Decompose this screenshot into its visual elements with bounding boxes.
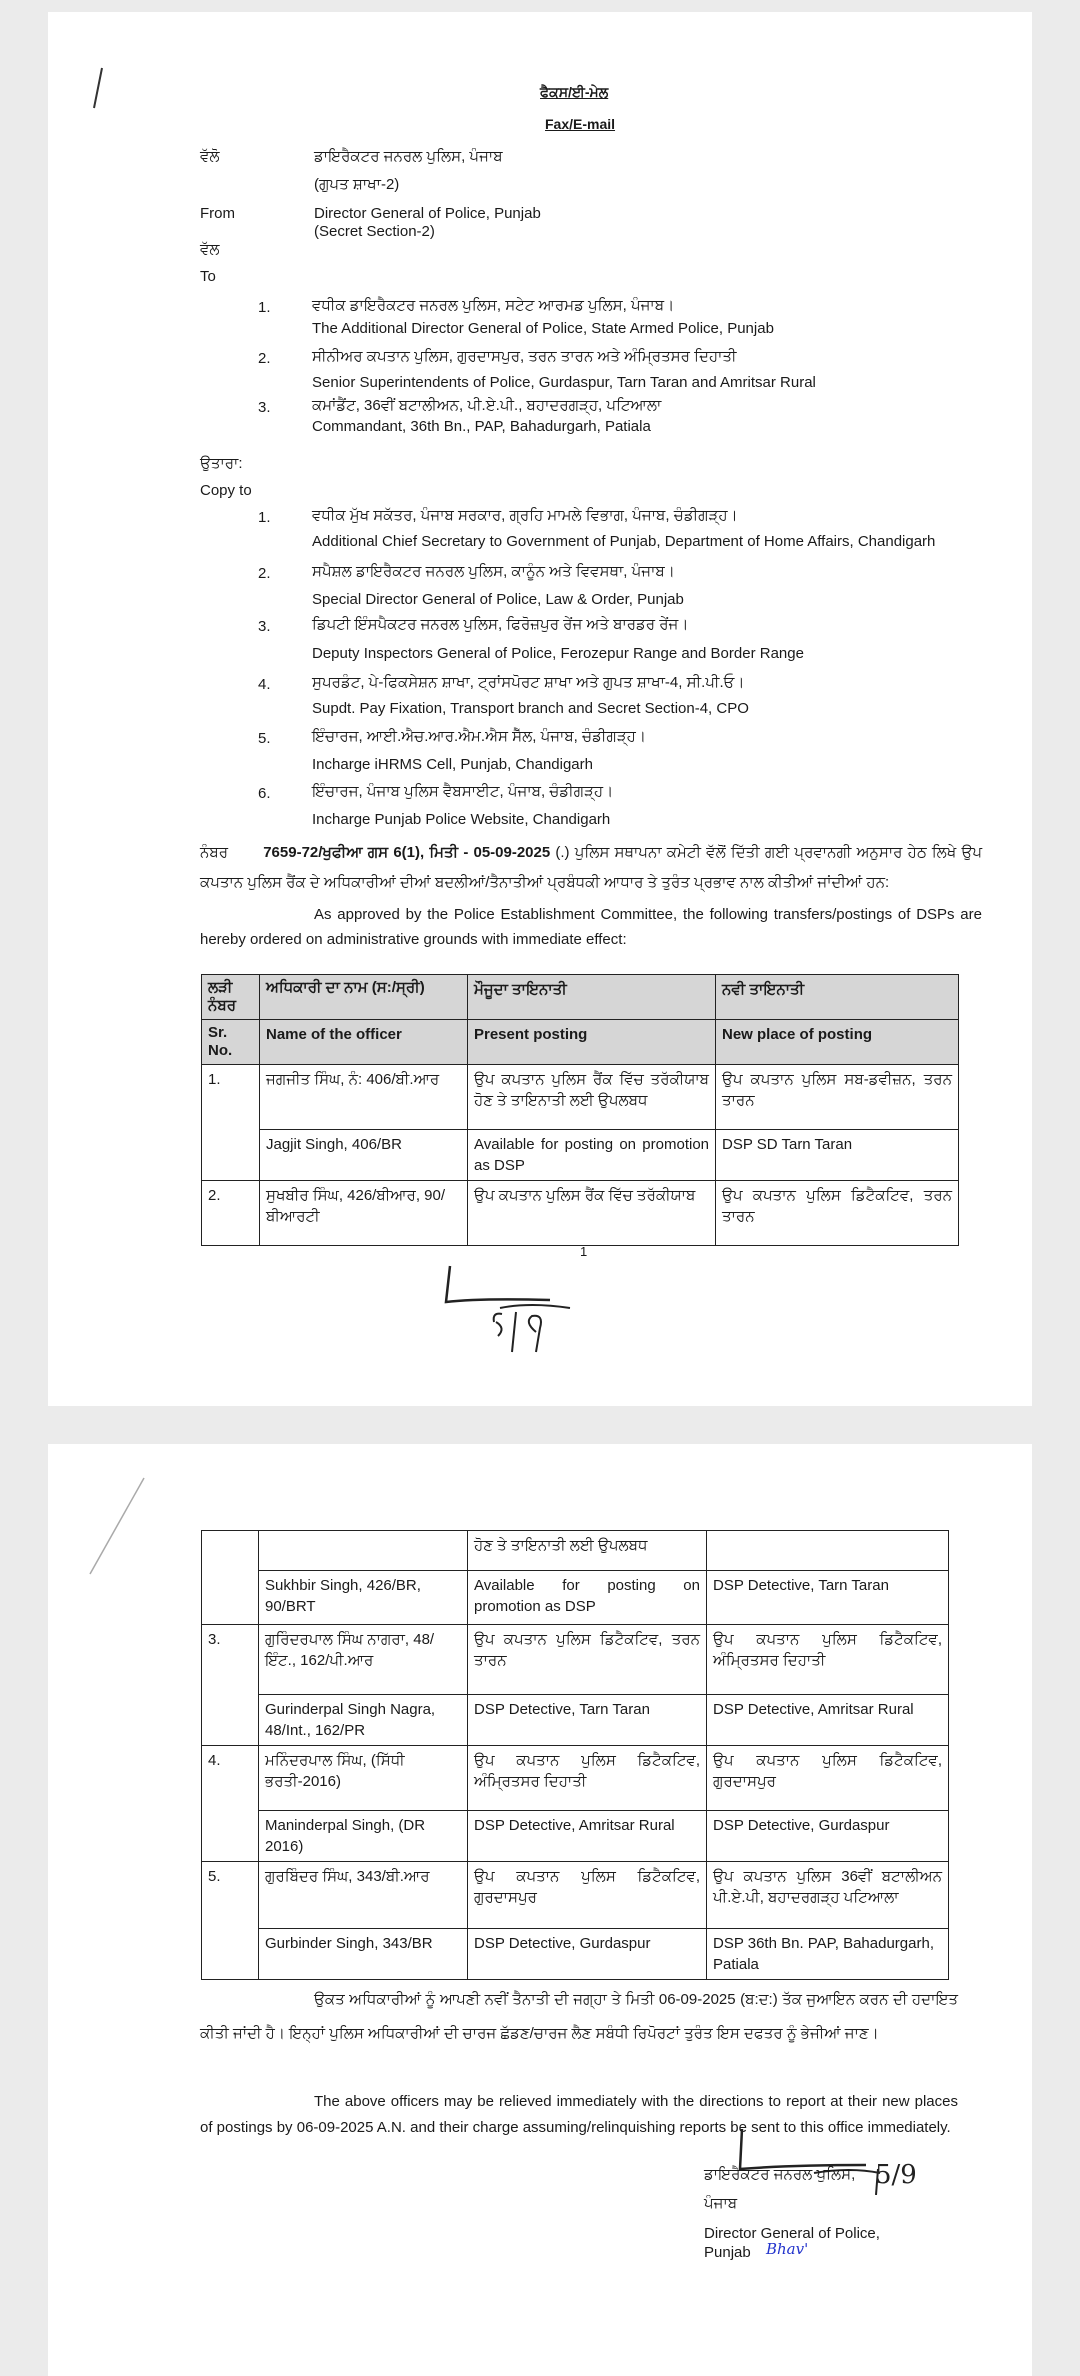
table-row	[202, 1571, 949, 1625]
copy-item-number: 2.	[258, 565, 271, 582]
copy-item-number: 4.	[258, 676, 271, 693]
row-present-pa: ਉਪ ਕਪਤਾਨ ਪੁਲਿਸ ਰੈਂਕ ਵਿੱਚ ਤਰੱਕੀਯਾਬ ਹੋਣ ਤੇ ਤਾਇਨਾਤੀ ਲਈ ਉਪਲਬਧ	[468, 1065, 716, 1130]
row-sr-cont	[202, 1531, 259, 1625]
header-present-pa: ਮੌਜੂਦਾ ਤਾਇਨਾਤੀ	[468, 975, 716, 1020]
signature-title-en-1: Director General of Police,	[704, 2225, 880, 2242]
table-row	[202, 1181, 959, 1246]
header-new-en: New place of posting	[716, 1020, 959, 1065]
table-row	[202, 1625, 949, 1695]
order-reference: 7659-72/ਖੁਫੀਆ ਗਸ 6(1), ਮਿਤੀ - 05-09-2025	[263, 844, 551, 861]
copy-item-number: 6.	[258, 785, 271, 802]
row-sr: 2.	[202, 1181, 260, 1246]
from-line1-pa: ਡਾਇਰੈਕਟਰ ਜਨਰਲ ਪੁਲਿਸ, ਪੰਜਾਬ	[314, 148, 503, 165]
table-row	[202, 1130, 959, 1181]
row-present-pa-cont: ਹੋਣ ਤੇ ਤਾਇਨਾਤੀ ਲਈ ਉਪਲਬਧ	[468, 1531, 707, 1571]
fax-title-en: Fax/E-mail	[545, 116, 616, 132]
copy-item-en: Incharge iHRMS Cell, Punjab, Chandigarh	[312, 756, 593, 773]
row-present-en: DSP Detective, Gurdaspur	[468, 1929, 707, 1980]
row-present-pa: ਉਪ ਕਪਤਾਨ ਪੁਲਿਸ ਰੈਂਕ ਵਿੱਚ ਤਰੱਕੀਯਾਬ	[468, 1181, 716, 1246]
page-number: 1	[580, 1244, 588, 1259]
from-line2-en: (Secret Section-2)	[314, 223, 435, 240]
from-line1-en: Director General of Police, Punjab	[314, 205, 541, 222]
table-row	[202, 1929, 949, 1980]
header-present-en: Present posting	[468, 1020, 716, 1065]
table-row	[202, 1065, 959, 1130]
header-sr-pa: ਲੜੀ ਨੰਬਰ	[202, 975, 260, 1020]
table-row	[202, 1746, 949, 1811]
handwritten-initials: Bhav'	[766, 2240, 809, 2258]
handwritten-date: 5/9	[875, 2160, 917, 2190]
signature-title-en-2: Punjab	[704, 2244, 751, 2261]
pen-stroke	[86, 1474, 150, 1580]
to-item-en: Commandant, 36th Bn., PAP, Bahadurgarh, Patiala	[312, 418, 651, 435]
row-new-pa: ਉਪ ਕਪਤਾਨ ਪੁਲਿਸ ਡਿਟੈਕਟਿਵ, ਗੁਰਦਾਸਪੁਰ	[707, 1746, 949, 1811]
table-row	[202, 1811, 949, 1862]
copy-item-pa: ਸੁਪਰਡੰਟ, ਪੇ-ਫਿਕਸੇਸ਼ਨ ਸ਼ਾਖਾ, ਟ੍ਰਾਂਸਪੋਰਟ ਸ਼ਾਖਾ ਅਤੇ ਗੁਪਤ ਸ਼ਾਖਾ-4, ਸੀ.ਪੀ.ਓ।	[312, 674, 745, 691]
to-item-number: 1.	[258, 299, 271, 316]
row-new-en: DSP SD Tarn Taran	[716, 1130, 959, 1181]
header-name-en: Name of the officer	[260, 1020, 468, 1065]
row-name-pa-cont	[259, 1531, 468, 1571]
table-header-row-en	[202, 1020, 959, 1065]
row-new-en: DSP Detective, Gurdaspur	[707, 1811, 949, 1862]
pen-mark	[90, 64, 110, 114]
row-name-en: Jagjit Singh, 406/BR	[260, 1130, 468, 1181]
copy-item-en: Supdt. Pay Fixation, Transport branch and Secret Section-4, CPO	[312, 700, 749, 717]
row-new-pa: ਉਪ ਕਪਤਾਨ ਪੁਲਿਸ 36ਵੀਂ ਬਟਾਲੀਅਨ ਪੀ.ਏ.ਪੀ, ਬਹਾਦਰਗੜ੍ਹ ਪਟਿਆਲਾ	[707, 1862, 949, 1929]
copy-item-pa: ਇੰਚਾਰਜ, ਪੰਜਾਬ ਪੁਲਿਸ ਵੈਬਸਾਈਟ, ਪੰਜਾਬ, ਚੰਡੀਗੜ੍ਹ।	[312, 783, 614, 800]
header-new-pa: ਨਵੀ ਤਾਇਨਾਤੀ	[716, 975, 959, 1020]
copy-item-en: Incharge Punjab Police Website, Chandigarh	[312, 811, 611, 828]
row-new-en: DSP Detective, Amritsar Rural	[707, 1695, 949, 1746]
row-new-en: DSP 36th Bn. PAP, Bahadurgarh, Patiala	[707, 1929, 949, 1980]
to-label-pa: ਵੱਲ	[200, 241, 220, 258]
from-line2-pa: (ਗੁਪਤ ਸ਼ਾਖਾ-2)	[314, 176, 400, 193]
copy-item-en: Deputy Inspectors General of Police, Ferozepur Range and Border Range	[312, 645, 804, 662]
copy-item-en: Special Director General of Police, Law & Order, Punjab	[312, 591, 684, 608]
row-name-en: Sukhbir Singh, 426/BR, 90/BRT	[259, 1571, 468, 1625]
signature-title-pa-2: ਪੰਜਾਬ	[704, 2195, 738, 2212]
copy-label-pa: ਉਤਾਰਾ:	[200, 455, 243, 472]
row-name-en: Maninderpal Singh, (DR 2016)	[259, 1811, 468, 1862]
copy-item-number: 5.	[258, 730, 271, 747]
header-sr-en: Sr. No.	[202, 1020, 260, 1065]
row-name-en: Gurinderpal Singh Nagra, 48/Int., 162/PR	[259, 1695, 468, 1746]
closing-paragraph-pa: ਉਕਤ ਅਧਿਕਾਰੀਆਂ ਨੂੰ ਆਪਣੀ ਨਵੀਂ ਤੈਨਾਤੀ ਦੀ ਜਗ੍ਹਾ ਤੇ ਮਿਤੀ 06-09-2025 (ਬ:ਦ:) ਤੱਕ ਜੁਆਇਨ ਕਰਨ ਦੀ ਹਦਾਇਤ ਕੀਤੀ ਜਾਂਦੀ ਹੈ। ਇਨ੍ਹਾਂ ਪੁਲਿਸ ਅਧਿਕਾਰੀਆਂ ਦੀ ਚਾਰਜ ਛੱਡਣ/ਚਾਰਜ ਲੈਣ ਸਬੰਧੀ ਰਿਪੋਰਟਾਂ ਤੁਰੰਤ ਇਸ ਦਫਤਰ ਨੂੰ ਭੇਜੀਆਂ ਜਾਣ।	[200, 1991, 958, 2042]
row-sr: 3.	[202, 1625, 259, 1746]
from-label-en: From	[200, 205, 235, 222]
copy-label-en: Copy to	[200, 482, 252, 499]
row-name-en: Gurbinder Singh, 343/BR	[259, 1929, 468, 1980]
row-present-pa: ਉਪ ਕਪਤਾਨ ਪੁਲਿਸ ਡਿਟੈਕਟਿਵ, ਗੁਰਦਾਸਪੁਰ	[468, 1862, 707, 1929]
copy-item-pa: ਇੰਚਾਰਜ, ਆਈ.ਐਚ.ਆਰ.ਐਮ.ਐਸ ਸੈੱਲ, ਪੰਜਾਬ, ਚੰਡੀਗੜ੍ਹ।	[312, 728, 646, 745]
row-new-pa: ਉਪ ਕਪਤਾਨ ਪੁਲਿਸ ਸਬ-ਡਵੀਜ਼ਨ, ਤਰਨ ਤਾਰਨ	[716, 1065, 959, 1130]
fax-title-pa: ਫੈਕਸ/ਈ-ਮੇਲ	[540, 84, 609, 100]
row-name-pa: ਗੁਰਿੰਦਰਪਾਲ ਸਿੰਘ ਨਾਗਰਾ, 48/ਇੰਟ., 162/ਪੀ.ਆਰ	[259, 1625, 468, 1695]
row-new-pa: ਉਪ ਕਪਤਾਨ ਪੁਲਿਸ ਡਿਟੈਕਟਿਵ, ਅੰਮ੍ਰਿਤਸਰ ਦਿਹਾਤੀ	[707, 1625, 949, 1695]
row-new-en: DSP Detective, Tarn Taran	[707, 1571, 949, 1625]
row-present-pa: ਉਪ ਕਪਤਾਨ ਪੁਲਿਸ ਡਿਟੈਕਟਿਵ, ਅੰਮ੍ਰਿਤਸਰ ਦਿਹਾਤੀ	[468, 1746, 707, 1811]
transfers-table-page-1	[201, 974, 959, 1246]
copy-item-en: Additional Chief Secretary to Government of Punjab, Department of Home Affairs, Chandigarh	[312, 533, 936, 550]
to-label-en: To	[200, 268, 216, 285]
row-sr: 4.	[202, 1746, 259, 1862]
table-row	[202, 1531, 949, 1571]
header-name-pa: ਅਧਿਕਾਰੀ ਦਾ ਨਾਮ (ਸ:/ਸ੍ਰੀ)	[260, 975, 468, 1020]
row-name-pa: ਸੁਖਬੀਰ ਸਿੰਘ, 426/ਬੀਆਰ, 90/ਬੀਆਰਟੀ	[260, 1181, 468, 1246]
row-present-en: DSP Detective, Amritsar Rural	[468, 1811, 707, 1862]
row-sr: 5.	[202, 1862, 259, 1980]
copy-item-number: 1.	[258, 509, 271, 526]
order-number-label: ਨੰਬਰ	[200, 844, 229, 861]
order-paragraph-pa	[200, 838, 982, 898]
to-item-en: The Additional Director General of Police, State Armed Police, Punjab	[312, 320, 774, 337]
handwritten-signature-1	[440, 1262, 580, 1357]
order-paragraph-en: As approved by the Police Establishment Committee, the following transfers/postings of DSPs are hereby ordered on administrative grounds with immediate effect:	[200, 906, 982, 948]
copy-item-pa: ਡਿਪਟੀ ਇੰਸਪੈਕਟਰ ਜਨਰਲ ਪੁਲਿਸ, ਫਿਰੋਜ਼ਪੁਰ ਰੇਂਜ ਅਤੇ ਬਾਰਡਰ ਰੇਂਜ।	[312, 616, 689, 633]
copy-item-pa: ਵਧੀਕ ਮੁੱਖ ਸਕੱਤਰ, ਪੰਜਾਬ ਸਰਕਾਰ, ਗ੍ਰਹਿ ਮਾਮਲੇ ਵਿਭਾਗ, ਪੰਜਾਬ, ਚੰਡੀਗੜ੍ਹ।	[312, 507, 738, 524]
to-item-number: 2.	[258, 350, 271, 367]
order-text-pa: (.) ਪੁਲਿਸ ਸਥਾਪਨਾ ਕਮੇਟੀ ਵੱਲੋਂ ਦਿੱਤੀ ਗਈ ਪ੍ਰਵਾਨਗੀ ਅਨੁਸਾਰ ਹੇਠ ਲਿਖੇ ਉਪ ਕਪਤਾਨ ਪੁਲਿਸ ਰੈਂਕ ਦੇ ਅਧਿਕਾਰੀਆਂ ਦੀਆਂ ਬਦਲੀਆਂ/ਤੈਨਾਤੀਆਂ ਪ੍ਰਬੰਧਕੀ ਆਧਾਰ ਤੇ ਤੁਰੰਤ ਪ੍ਰਭਾਵ ਨਾਲ ਕੀਤੀਆਂ ਜਾਂਦੀਆਂ ਹਨ:	[200, 844, 982, 891]
row-name-pa: ਮਨਿੰਦਰਪਾਲ ਸਿੰਘ, (ਸਿੱਧੀ ਭਰਤੀ-2016)	[259, 1746, 468, 1811]
row-name-pa: ਗੁਰਬਿੰਦਰ ਸਿੰਘ, 343/ਬੀ.ਆਰ	[259, 1862, 468, 1929]
from-label-pa: ਵੱਲੋ	[200, 148, 220, 165]
table-header-row-pa	[202, 975, 959, 1020]
to-item-pa: ਵਧੀਕ ਡਾਇਰੈਕਟਰ ਜਨਰਲ ਪੁਲਿਸ, ਸਟੇਟ ਆਰਮਡ ਪੁਲਿਸ, ਪੰਜਾਬ।	[312, 297, 675, 314]
to-item-pa: ਕਮਾਂਡੈਂਟ, 36ਵੀਂ ਬਟਾਲੀਅਨ, ਪੀ.ਏ.ਪੀ., ਬਹਾਦਰਗੜ੍ਹ, ਪਟਿਆਲਾ	[312, 397, 662, 414]
row-present-en: DSP Detective, Tarn Taran	[468, 1695, 707, 1746]
table-row	[202, 1862, 949, 1929]
row-sr: 1.	[202, 1065, 260, 1181]
signature-title-pa-1: ਡਾਇਰੈਕਟਰ ਜਨਰਲ ਪੁਲਿਸ,	[704, 2166, 856, 2183]
transfers-table-page-2	[201, 1530, 949, 1980]
row-name-pa: ਜਗਜੀਤ ਸਿੰਘ, ਨੰ: 406/ਬੀ.ਆਰ	[260, 1065, 468, 1130]
row-new-pa-cont	[707, 1531, 949, 1571]
to-item-pa: ਸੀਨੀਅਰ ਕਪਤਾਨ ਪੁਲਿਸ, ਗੁਰਦਾਸਪੁਰ, ਤਰਨ ਤਾਰਨ ਅਤੇ ਅੰਮ੍ਰਿਤਸਰ ਦਿਹਾਤੀ	[312, 348, 737, 365]
copy-item-number: 3.	[258, 618, 271, 635]
to-item-en: Senior Superintendents of Police, Gurdaspur, Tarn Taran and Amritsar Rural	[312, 374, 816, 391]
to-item-number: 3.	[258, 399, 271, 416]
copy-item-pa: ਸਪੈਸ਼ਲ ਡਾਇਰੈਕਟਰ ਜਨਰਲ ਪੁਲਿਸ, ਕਾਨੂੰਨ ਅਤੇ ਵਿਵਸਥਾ, ਪੰਜਾਬ।	[312, 563, 675, 580]
row-present-en: Available for posting on promotion as DSP	[468, 1130, 716, 1181]
row-new-pa: ਉਪ ਕਪਤਾਨ ਪੁਲਿਸ ਡਿਟੈਕਟਿਵ, ਤਰਨ ਤਾਰਨ	[716, 1181, 959, 1246]
row-present-en: Available for posting on promotion as DSP	[468, 1571, 707, 1625]
row-present-pa: ਉਪ ਕਪਤਾਨ ਪੁਲਿਸ ਡਿਟੈਕਟਿਵ, ਤਰਨ ਤਾਰਨ	[468, 1625, 707, 1695]
table-row	[202, 1695, 949, 1746]
closing-paragraph-en: The above officers may be relieved immediately with the directions to report at their new places of postings by 06-09-2025 A.N. and their charge assuming/relinquishing reports be sent to this office immediately.	[200, 2093, 958, 2136]
